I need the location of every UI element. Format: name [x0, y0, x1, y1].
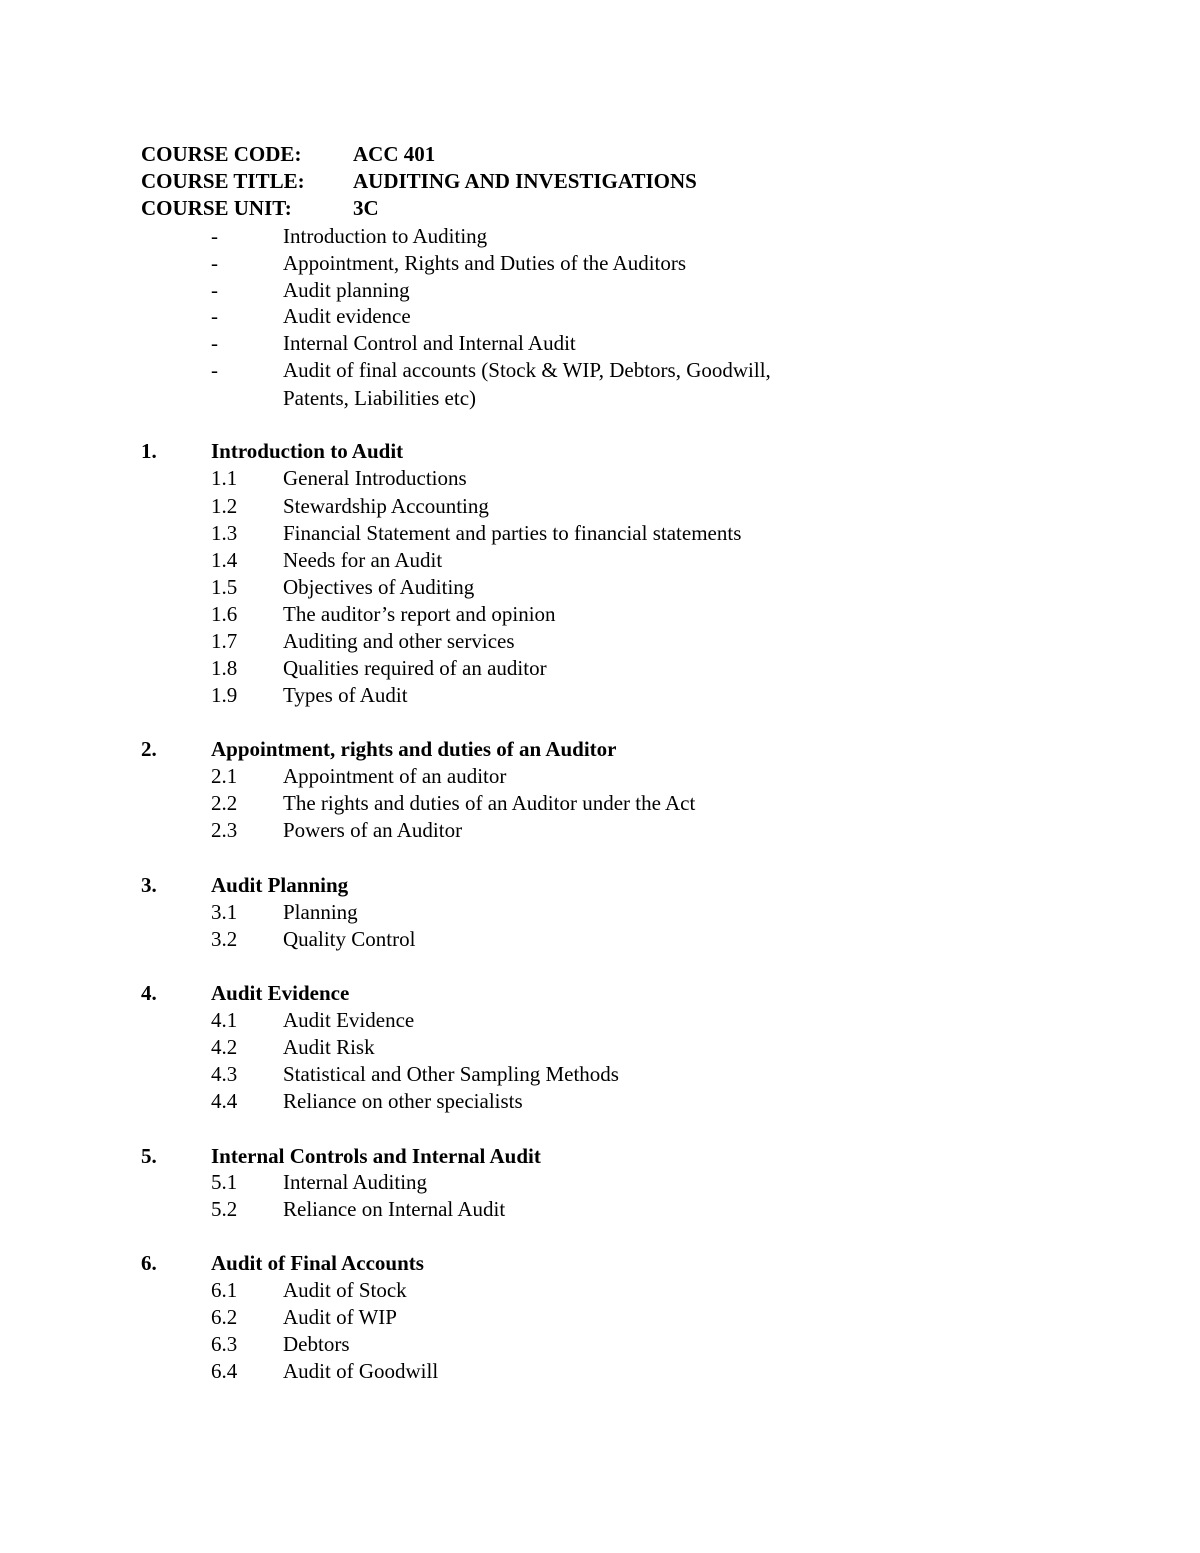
section-number: 5. — [141, 1144, 157, 1168]
overview-item-text: Audit of final accounts (Stock & WIP, Debtors, Goodwill, — [283, 358, 771, 382]
item-text: Planning — [283, 900, 358, 924]
section-number: 6. — [141, 1251, 157, 1275]
dash-bullet: - — [211, 224, 218, 248]
item-text: Financial Statement and parties to financial statements — [283, 521, 742, 545]
dash-bullet: - — [211, 331, 218, 355]
section-title: Audit Planning — [211, 873, 349, 897]
section-title: Audit of Final Accounts — [211, 1251, 424, 1275]
item-number: 4.1 — [211, 1008, 238, 1032]
item-text: Appointment of an auditor — [283, 764, 507, 788]
section-title: Appointment, rights and duties of an Auditor — [211, 737, 617, 761]
item-text: Powers of an Auditor — [283, 818, 463, 842]
item-text: Quality Control — [283, 927, 416, 951]
item-text: Statistical and Other Sampling Methods — [283, 1062, 619, 1086]
course-unit-label: COURSE UNIT: — [141, 196, 292, 220]
overview-item-text: Internal Control and Internal Audit — [283, 331, 576, 355]
course-title-label: COURSE TITLE: — [141, 169, 305, 193]
overview-item-text: Introduction to Auditing — [283, 224, 488, 248]
dash-bullet: - — [211, 251, 218, 275]
item-number: 4.3 — [211, 1062, 238, 1086]
course-unit-value: 3C — [353, 196, 379, 220]
item-number: 2.2 — [211, 791, 238, 815]
section-title: Audit Evidence — [211, 981, 350, 1005]
course-title-value: AUDITING AND INVESTIGATIONS — [353, 169, 697, 193]
item-text: Auditing and other services — [283, 629, 515, 653]
item-text: Reliance on other specialists — [283, 1089, 523, 1113]
item-text: Internal Auditing — [283, 1170, 428, 1194]
overview-item-text: Patents, Liabilities etc) — [283, 386, 477, 410]
item-text: Audit of WIP — [283, 1305, 397, 1329]
item-text: General Introductions — [283, 466, 467, 490]
item-number: 4.2 — [211, 1035, 238, 1059]
item-text: Needs for an Audit — [283, 548, 443, 572]
item-number: 3.1 — [211, 900, 238, 924]
item-number: 1.1 — [211, 466, 238, 490]
item-number: 1.8 — [211, 656, 238, 680]
item-text: Audit Risk — [283, 1035, 375, 1059]
section-number: 2. — [141, 737, 157, 761]
section-title: Internal Controls and Internal Audit — [211, 1144, 541, 1168]
section-number: 3. — [141, 873, 157, 897]
course-code-value: ACC 401 — [353, 142, 436, 166]
overview-item-text: Audit evidence — [283, 304, 411, 328]
item-text: Audit Evidence — [283, 1008, 415, 1032]
item-number: 1.5 — [211, 575, 238, 599]
dash-bullet: - — [211, 278, 218, 302]
item-text: Reliance on Internal Audit — [283, 1197, 506, 1221]
section-number: 4. — [141, 981, 157, 1005]
dash-bullet: - — [211, 358, 218, 382]
item-text: Stewardship Accounting — [283, 494, 489, 518]
item-number: 5.2 — [211, 1197, 238, 1221]
item-number: 1.9 — [211, 683, 238, 707]
section-title: Introduction to Audit — [211, 439, 404, 463]
item-text: Qualities required of an auditor — [283, 656, 547, 680]
item-text: Types of Audit — [283, 683, 408, 707]
item-number: 1.4 — [211, 548, 238, 572]
section-number: 1. — [141, 439, 157, 463]
item-number: 6.1 — [211, 1278, 238, 1302]
item-number: 1.2 — [211, 494, 238, 518]
item-text: Objectives of Auditing — [283, 575, 475, 599]
item-text: Debtors — [283, 1332, 350, 1356]
overview-item-text: Appointment, Rights and Duties of the Auditors — [283, 251, 687, 275]
item-number: 1.6 — [211, 602, 238, 626]
dash-bullet: - — [211, 304, 218, 328]
item-number: 6.3 — [211, 1332, 238, 1356]
course-code-label: COURSE CODE: — [141, 142, 302, 166]
overview-item-text: Audit planning — [283, 278, 410, 302]
item-number: 3.2 — [211, 927, 238, 951]
item-text: Audit of Goodwill — [283, 1359, 439, 1383]
item-text: The rights and duties of an Auditor under the Act — [283, 791, 696, 815]
item-text: The auditor’s report and opinion — [283, 602, 556, 626]
item-number: 1.3 — [211, 521, 238, 545]
item-number: 5.1 — [211, 1170, 238, 1194]
item-number: 6.4 — [211, 1359, 238, 1383]
item-number: 6.2 — [211, 1305, 238, 1329]
item-number: 2.1 — [211, 764, 238, 788]
item-text: Audit of Stock — [283, 1278, 407, 1302]
item-number: 2.3 — [211, 818, 238, 842]
item-number: 4.4 — [211, 1089, 238, 1113]
item-number: 1.7 — [211, 629, 238, 653]
